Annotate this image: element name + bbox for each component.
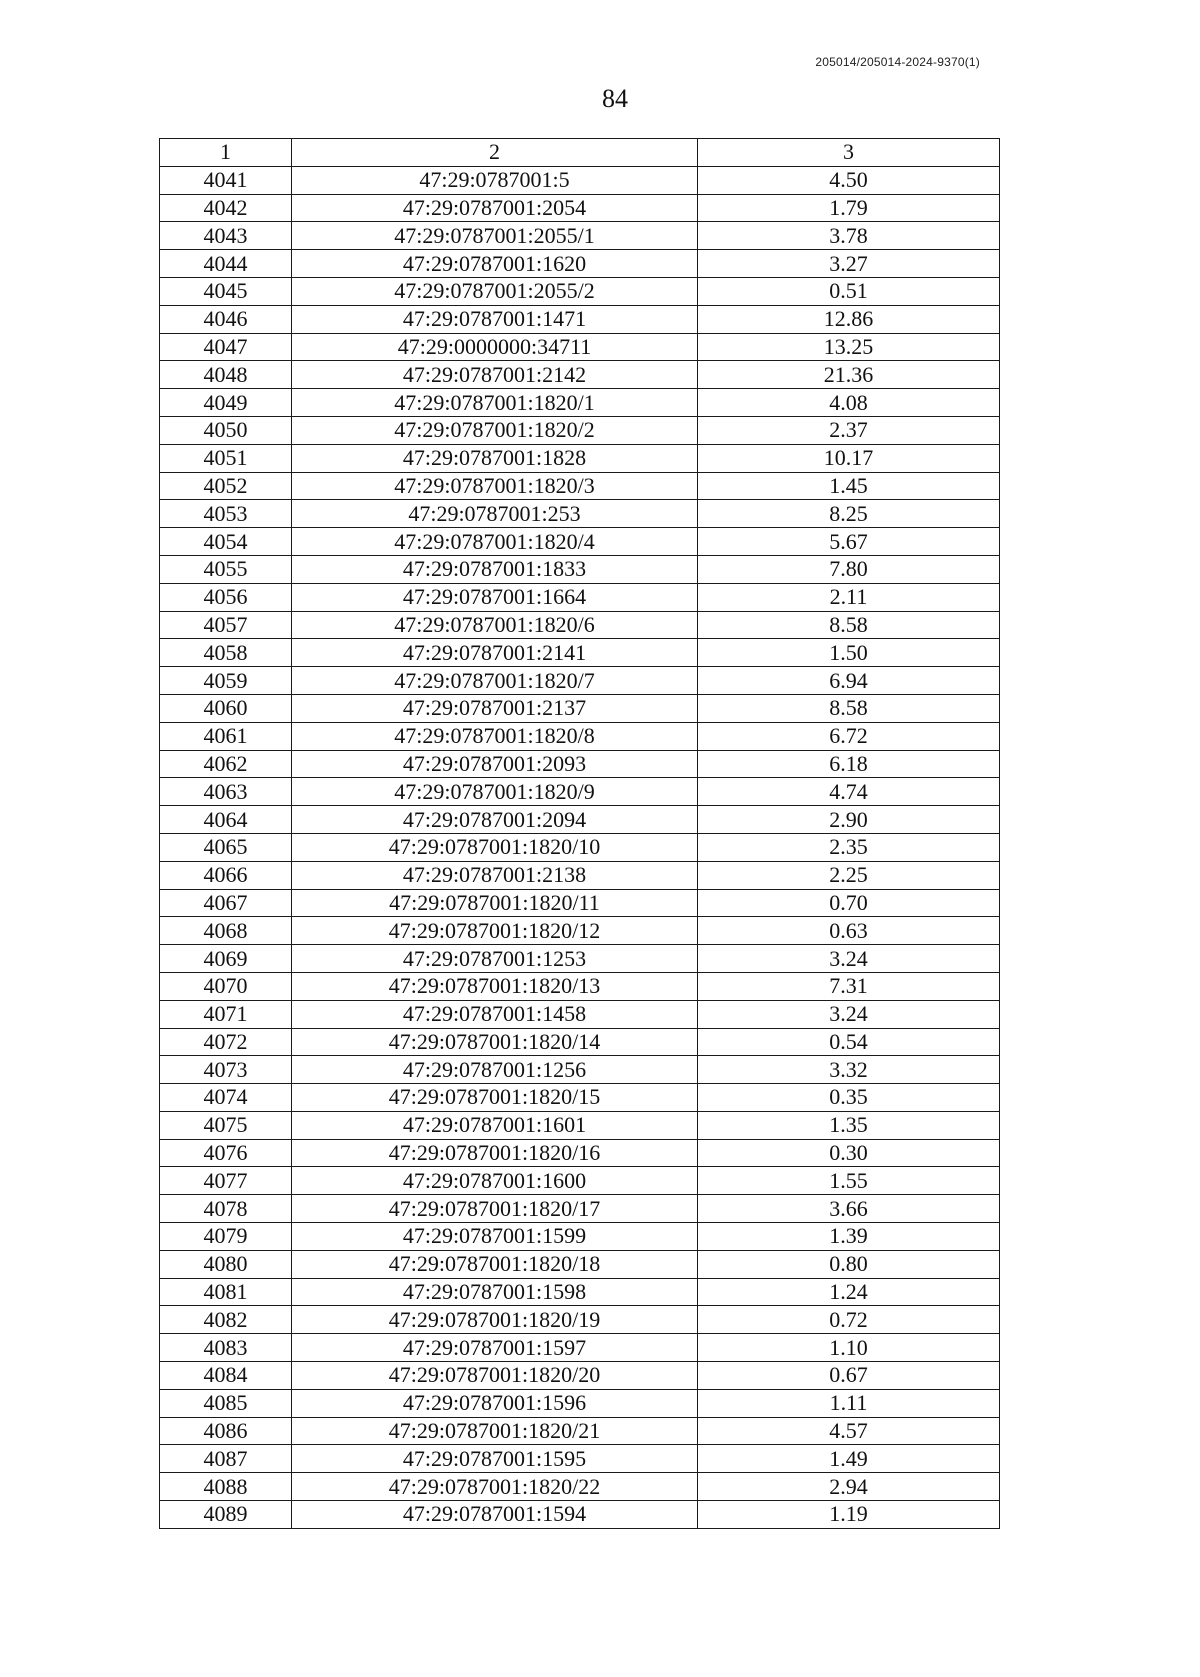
page-number: 84 [602, 84, 628, 113]
row-number-cell: 4042 [160, 194, 292, 222]
table-row [160, 222, 1000, 250]
cadastral-number-cell: 47:29:0787001:253 [292, 500, 698, 528]
document-reference: 205014/205014-2024-9370(1) [815, 55, 980, 69]
row-number-cell: 4061 [160, 722, 292, 750]
data-table [159, 138, 1000, 1529]
cadastral-number-cell: 47:29:0787001:1820/19 [292, 1306, 698, 1334]
cadastral-number-cell: 47:29:0787001:2055/2 [292, 277, 698, 305]
area-value-cell: 8.25 [698, 500, 1000, 528]
area-value-cell: 13.25 [698, 333, 1000, 361]
cadastral-number-cell: 47:29:0787001:1820/1 [292, 389, 698, 417]
cadastral-number-cell: 47:29:0787001:1820/10 [292, 833, 698, 861]
table-row [160, 611, 1000, 639]
table-row [160, 1167, 1000, 1195]
cadastral-number-cell: 47:29:0787001:1820/8 [292, 722, 698, 750]
cadastral-number-cell: 47:29:0787001:1594 [292, 1501, 698, 1529]
table-row [160, 528, 1000, 556]
cadastral-number-cell: 47:29:0787001:1820/4 [292, 528, 698, 556]
row-number-cell: 4074 [160, 1084, 292, 1112]
cadastral-number-cell: 47:29:0787001:1820/3 [292, 472, 698, 500]
area-value-cell: 7.80 [698, 555, 1000, 583]
area-value-cell: 1.79 [698, 194, 1000, 222]
area-value-cell: 8.58 [698, 694, 1000, 722]
table-row [160, 667, 1000, 695]
area-value-cell: 3.66 [698, 1195, 1000, 1223]
row-number-cell: 4063 [160, 778, 292, 806]
table-row [160, 1028, 1000, 1056]
cadastral-number-cell: 47:29:0787001:1820/16 [292, 1139, 698, 1167]
table-row [160, 833, 1000, 861]
cadastral-number-cell: 47:29:0787001:2141 [292, 639, 698, 667]
row-number-cell: 4086 [160, 1417, 292, 1445]
table-row [160, 1362, 1000, 1390]
row-number-cell: 4055 [160, 555, 292, 583]
area-value-cell: 2.35 [698, 833, 1000, 861]
area-value-cell: 6.18 [698, 750, 1000, 778]
row-number-cell: 4071 [160, 1000, 292, 1028]
cadastral-number-cell: 47:29:0787001:1820/2 [292, 416, 698, 444]
table-row [160, 333, 1000, 361]
table-row [160, 1223, 1000, 1251]
cadastral-number-cell: 47:29:0787001:1599 [292, 1223, 698, 1251]
row-number-cell: 4077 [160, 1167, 292, 1195]
table-row [160, 361, 1000, 389]
cadastral-number-cell: 47:29:0787001:2055/1 [292, 222, 698, 250]
area-value-cell: 6.72 [698, 722, 1000, 750]
cadastral-number-cell: 47:29:0787001:1597 [292, 1334, 698, 1362]
area-value-cell: 1.50 [698, 639, 1000, 667]
cadastral-number-cell: 47:29:0787001:1256 [292, 1056, 698, 1084]
row-number-cell: 4047 [160, 333, 292, 361]
table-row [160, 1278, 1000, 1306]
row-number-cell: 4048 [160, 361, 292, 389]
cadastral-number-cell: 47:29:0787001:1820/7 [292, 667, 698, 695]
area-value-cell: 12.86 [698, 305, 1000, 333]
table-row [160, 722, 1000, 750]
area-value-cell: 3.24 [698, 945, 1000, 973]
cadastral-number-cell: 47:29:0787001:1598 [292, 1278, 698, 1306]
row-number-cell: 4056 [160, 583, 292, 611]
cadastral-number-cell: 47:29:0787001:2054 [292, 194, 698, 222]
area-value-cell: 10.17 [698, 444, 1000, 472]
area-value-cell: 1.49 [698, 1445, 1000, 1473]
table-row [160, 1250, 1000, 1278]
row-number-cell: 4060 [160, 694, 292, 722]
row-number-cell: 4087 [160, 1445, 292, 1473]
table-row [160, 1306, 1000, 1334]
table-row [160, 1473, 1000, 1501]
row-number-cell: 4085 [160, 1389, 292, 1417]
row-number-cell: 4049 [160, 389, 292, 417]
row-number-cell: 4079 [160, 1223, 292, 1251]
cadastral-number-cell: 47:29:0787001:1820/13 [292, 972, 698, 1000]
cadastral-number-cell: 47:29:0787001:1253 [292, 945, 698, 973]
table-row [160, 250, 1000, 278]
row-number-cell: 4051 [160, 444, 292, 472]
row-number-cell: 4045 [160, 277, 292, 305]
area-value-cell: 0.80 [698, 1250, 1000, 1278]
cadastral-number-cell: 47:29:0787001:1820/14 [292, 1028, 698, 1056]
table-row [160, 972, 1000, 1000]
table-row [160, 277, 1000, 305]
table-row [160, 917, 1000, 945]
cadastral-number-cell: 47:29:0787001:1820/6 [292, 611, 698, 639]
table-row [160, 1195, 1000, 1223]
row-number-cell: 4075 [160, 1111, 292, 1139]
area-value-cell: 1.55 [698, 1167, 1000, 1195]
cadastral-number-cell: 47:29:0787001:1820/17 [292, 1195, 698, 1223]
cadastral-number-cell: 47:29:0787001:2138 [292, 861, 698, 889]
table-row [160, 389, 1000, 417]
row-number-cell: 4088 [160, 1473, 292, 1501]
row-number-cell: 4089 [160, 1501, 292, 1529]
cadastral-number-cell: 47:29:0787001:1600 [292, 1167, 698, 1195]
table-header [160, 139, 1000, 167]
row-number-cell: 4067 [160, 889, 292, 917]
table-row [160, 1111, 1000, 1139]
area-value-cell: 2.94 [698, 1473, 1000, 1501]
cadastral-number-cell: 47:29:0787001:1620 [292, 250, 698, 278]
row-number-cell: 4057 [160, 611, 292, 639]
row-number-cell: 4058 [160, 639, 292, 667]
table-row [160, 416, 1000, 444]
area-value-cell: 1.24 [698, 1278, 1000, 1306]
cadastral-number-cell: 47:29:0787001:2094 [292, 806, 698, 834]
row-number-cell: 4052 [160, 472, 292, 500]
row-number-cell: 4068 [160, 917, 292, 945]
row-number-cell: 4072 [160, 1028, 292, 1056]
column-header-3: 3 [698, 139, 1000, 167]
table-row [160, 639, 1000, 667]
table-row [160, 1056, 1000, 1084]
row-number-cell: 4044 [160, 250, 292, 278]
cadastral-number-cell: 47:29:0787001:2137 [292, 694, 698, 722]
table-row [160, 444, 1000, 472]
row-number-cell: 4080 [160, 1250, 292, 1278]
cadastral-number-cell: 47:29:0787001:1601 [292, 1111, 698, 1139]
cadastral-number-cell: 47:29:0787001:1596 [292, 1389, 698, 1417]
table-row [160, 1445, 1000, 1473]
row-number-cell: 4069 [160, 945, 292, 973]
row-number-cell: 4078 [160, 1195, 292, 1223]
area-value-cell: 3.78 [698, 222, 1000, 250]
area-value-cell: 6.94 [698, 667, 1000, 695]
table-row [160, 1501, 1000, 1529]
area-value-cell: 21.36 [698, 361, 1000, 389]
cadastral-number-cell: 47:29:0787001:5 [292, 166, 698, 194]
table-row [160, 1139, 1000, 1167]
cadastral-number-cell: 47:29:0787001:1595 [292, 1445, 698, 1473]
table-row [160, 583, 1000, 611]
table-row [160, 1000, 1000, 1028]
table-row [160, 778, 1000, 806]
area-value-cell: 4.74 [698, 778, 1000, 806]
table-row [160, 472, 1000, 500]
table-header-row [160, 139, 1000, 167]
area-value-cell: 5.67 [698, 528, 1000, 556]
table-row [160, 889, 1000, 917]
table-body [160, 166, 1000, 1528]
cadastral-number-cell: 47:29:0787001:1820/9 [292, 778, 698, 806]
area-value-cell: 0.72 [698, 1306, 1000, 1334]
table-row [160, 500, 1000, 528]
cadastral-number-cell: 47:29:0787001:2093 [292, 750, 698, 778]
area-value-cell: 1.35 [698, 1111, 1000, 1139]
area-value-cell: 0.51 [698, 277, 1000, 305]
table-row [160, 1084, 1000, 1112]
row-number-cell: 4082 [160, 1306, 292, 1334]
area-value-cell: 3.32 [698, 1056, 1000, 1084]
area-value-cell: 0.67 [698, 1362, 1000, 1390]
cadastral-number-cell: 47:29:0787001:1820/11 [292, 889, 698, 917]
table-row [160, 1389, 1000, 1417]
area-value-cell: 0.35 [698, 1084, 1000, 1112]
row-number-cell: 4065 [160, 833, 292, 861]
area-value-cell: 1.39 [698, 1223, 1000, 1251]
row-number-cell: 4073 [160, 1056, 292, 1084]
area-value-cell: 4.08 [698, 389, 1000, 417]
cadastral-number-cell: 47:29:0787001:1828 [292, 444, 698, 472]
row-number-cell: 4059 [160, 667, 292, 695]
row-number-cell: 4053 [160, 500, 292, 528]
row-number-cell: 4070 [160, 972, 292, 1000]
cadastral-number-cell: 47:29:0787001:1664 [292, 583, 698, 611]
table-row [160, 166, 1000, 194]
table-row [160, 555, 1000, 583]
area-value-cell: 2.11 [698, 583, 1000, 611]
row-number-cell: 4076 [160, 1139, 292, 1167]
area-value-cell: 0.63 [698, 917, 1000, 945]
table-row [160, 806, 1000, 834]
cadastral-number-cell: 47:29:0787001:1820/20 [292, 1362, 698, 1390]
table-row [160, 694, 1000, 722]
area-value-cell: 1.10 [698, 1334, 1000, 1362]
cadastral-number-cell: 47:29:0787001:1820/21 [292, 1417, 698, 1445]
row-number-cell: 4043 [160, 222, 292, 250]
table-row [160, 305, 1000, 333]
table-row [160, 1417, 1000, 1445]
column-header-2: 2 [292, 139, 698, 167]
column-header-1: 1 [160, 139, 292, 167]
area-value-cell: 4.57 [698, 1417, 1000, 1445]
cadastral-number-cell: 47:29:0787001:1471 [292, 305, 698, 333]
cadastral-number-cell: 47:29:0000000:34711 [292, 333, 698, 361]
row-number-cell: 4041 [160, 166, 292, 194]
table-row [160, 750, 1000, 778]
row-number-cell: 4066 [160, 861, 292, 889]
area-value-cell: 8.58 [698, 611, 1000, 639]
cadastral-number-cell: 47:29:0787001:1820/15 [292, 1084, 698, 1112]
area-value-cell: 0.54 [698, 1028, 1000, 1056]
row-number-cell: 4050 [160, 416, 292, 444]
cadastral-number-cell: 47:29:0787001:1458 [292, 1000, 698, 1028]
area-value-cell: 0.70 [698, 889, 1000, 917]
row-number-cell: 4084 [160, 1362, 292, 1390]
table-row [160, 945, 1000, 973]
table-row [160, 194, 1000, 222]
table-row [160, 1334, 1000, 1362]
area-value-cell: 1.45 [698, 472, 1000, 500]
row-number-cell: 4081 [160, 1278, 292, 1306]
area-value-cell: 1.19 [698, 1501, 1000, 1529]
area-value-cell: 0.30 [698, 1139, 1000, 1167]
row-number-cell: 4062 [160, 750, 292, 778]
row-number-cell: 4083 [160, 1334, 292, 1362]
row-number-cell: 4064 [160, 806, 292, 834]
area-value-cell: 3.27 [698, 250, 1000, 278]
area-value-cell: 2.37 [698, 416, 1000, 444]
table-row [160, 861, 1000, 889]
area-value-cell: 2.25 [698, 861, 1000, 889]
area-value-cell: 7.31 [698, 972, 1000, 1000]
area-value-cell: 2.90 [698, 806, 1000, 834]
row-number-cell: 4046 [160, 305, 292, 333]
cadastral-number-cell: 47:29:0787001:2142 [292, 361, 698, 389]
area-value-cell: 4.50 [698, 166, 1000, 194]
cadastral-number-cell: 47:29:0787001:1833 [292, 555, 698, 583]
area-value-cell: 3.24 [698, 1000, 1000, 1028]
area-value-cell: 1.11 [698, 1389, 1000, 1417]
cadastral-number-cell: 47:29:0787001:1820/18 [292, 1250, 698, 1278]
cadastral-number-cell: 47:29:0787001:1820/22 [292, 1473, 698, 1501]
cadastral-number-cell: 47:29:0787001:1820/12 [292, 917, 698, 945]
row-number-cell: 4054 [160, 528, 292, 556]
